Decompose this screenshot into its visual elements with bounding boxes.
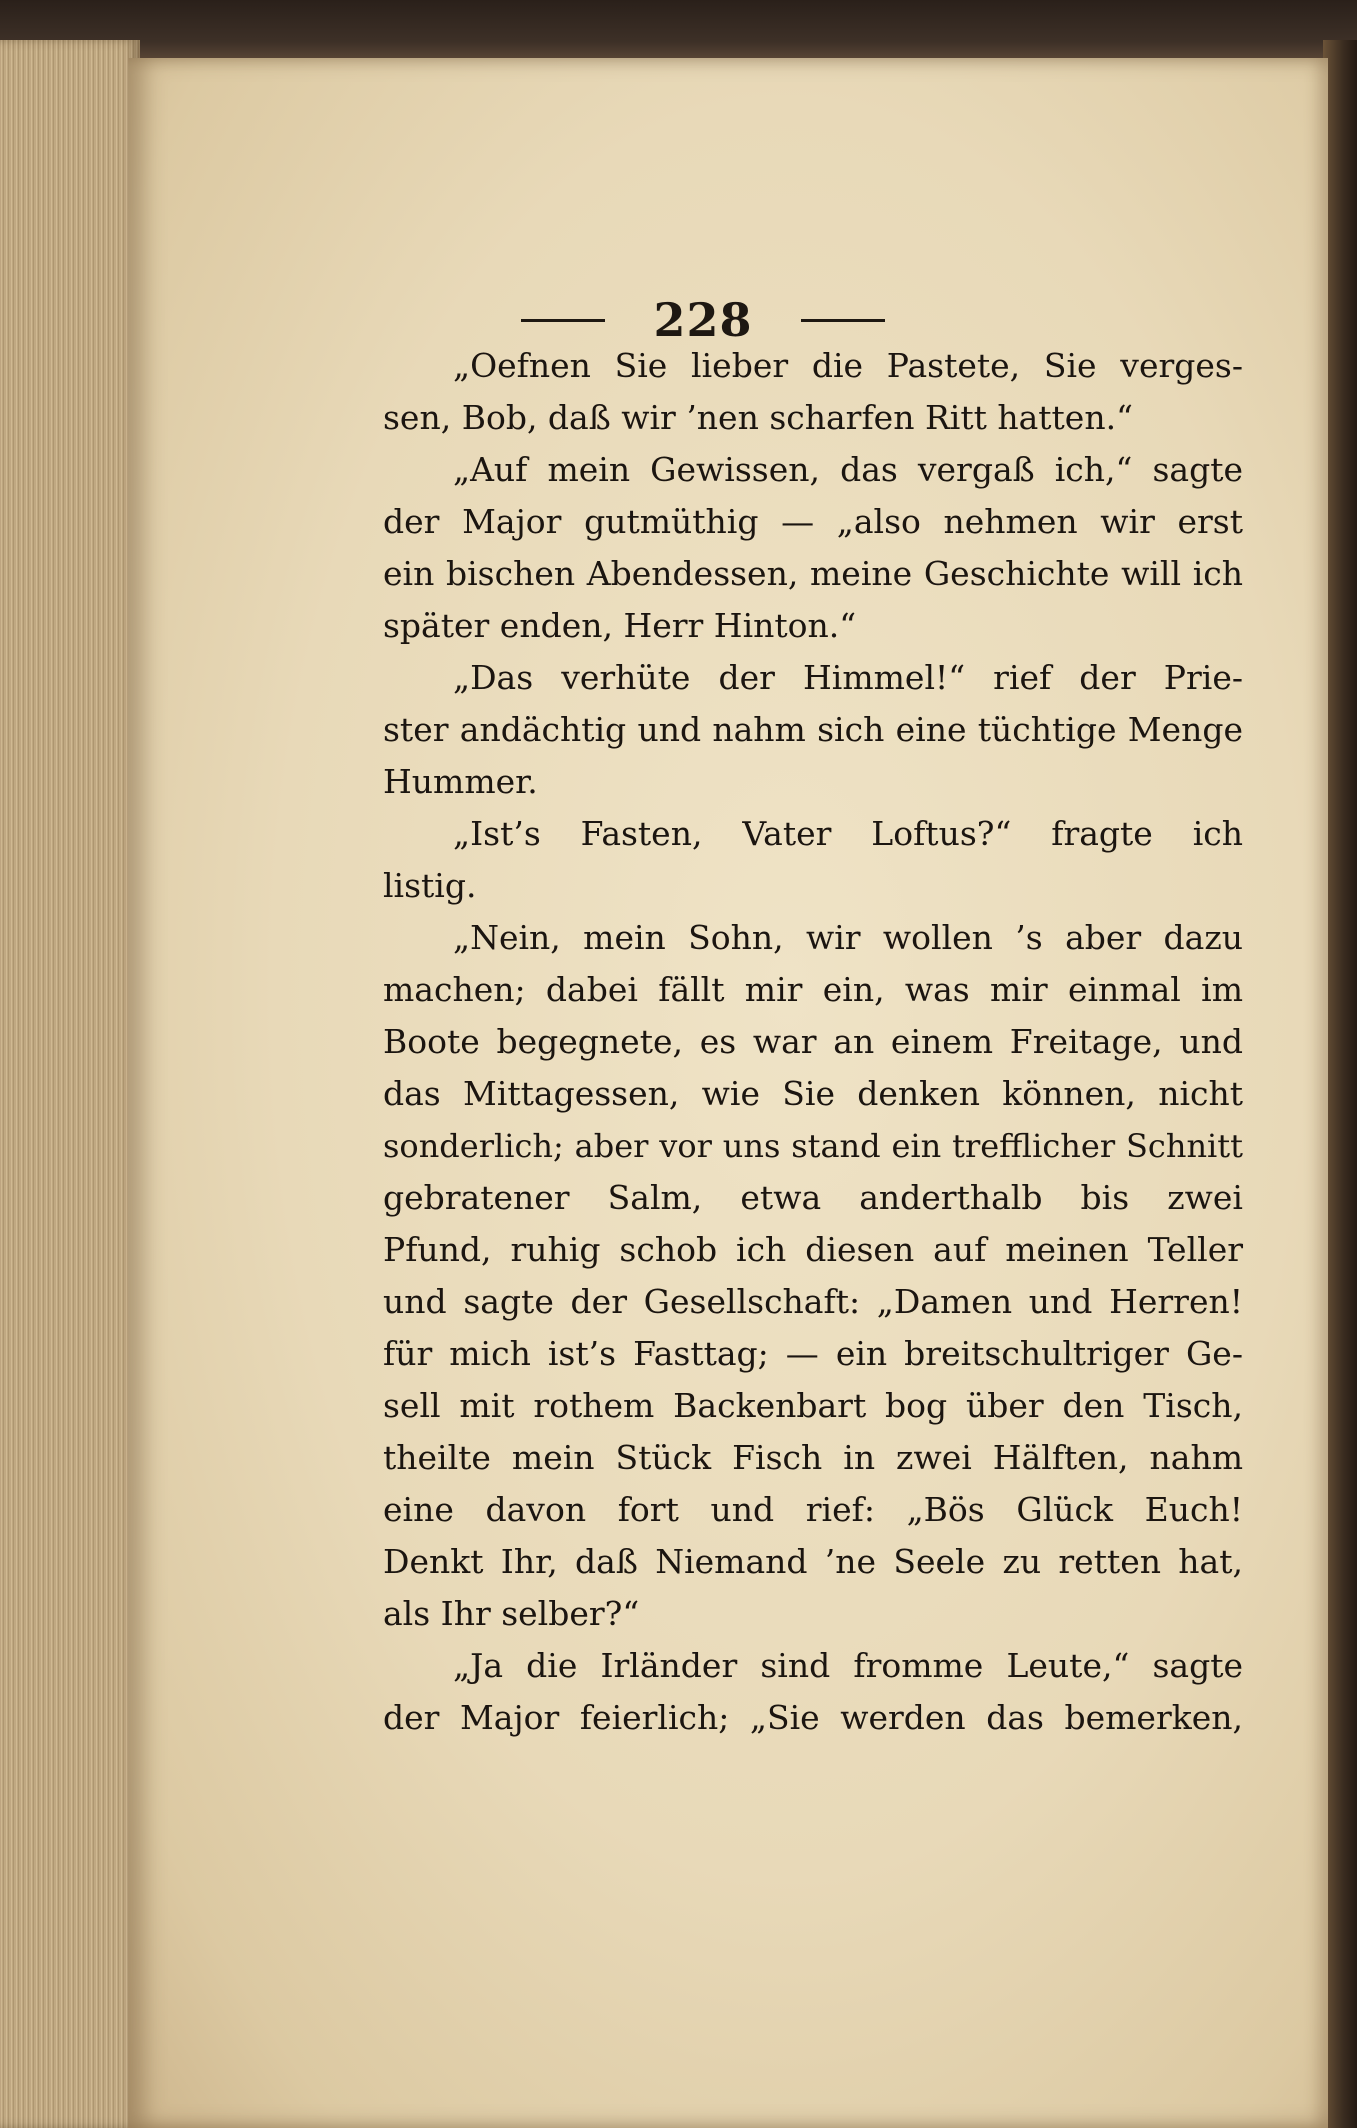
text-line: für mich ist’s Fasttag; — ein breitschultriger Ge-: [383, 1334, 1243, 1373]
book-cover-top: [0, 0, 1357, 60]
text-line: Denkt Ihr, daß Niemand ’ne Seele zu retten hat,: [383, 1542, 1243, 1581]
text-line: sell mit rothem Backenbart bog über den Tisch,: [383, 1386, 1243, 1425]
text-line: machen; dabei fällt mir ein, was mir einmal im: [383, 970, 1243, 1009]
text-line: listig.: [383, 866, 477, 905]
text-line: sen, Bob, daß wir ’nen scharfen Ritt hatten.“: [383, 398, 1133, 437]
text-line: „Ja die Irländer sind fromme Leute,“ sagte: [453, 1646, 1243, 1685]
text-line: ein bischen Abendessen, meine Geschichte will ich: [383, 554, 1243, 593]
text-line: als Ihr selber?“: [383, 1594, 640, 1633]
text-line: Boote begegnete, es war an einem Freitage, und: [383, 1022, 1243, 1061]
text-line: ster andächtig und nahm sich eine tüchtige Menge: [383, 710, 1243, 749]
page-header: [128, 293, 1278, 347]
body-text: [383, 340, 1243, 1744]
text-line: der Major feierlich; „Sie werden das bemerken,: [383, 1698, 1243, 1737]
text-line: und sagte der Gesellschaft: „Damen und Herren!: [383, 1282, 1243, 1321]
text-line: der Major gutmüthig — „also nehmen wir erst: [383, 502, 1243, 541]
text-line: „Ist’s Fasten, Vater Loftus?“ fragte ich: [453, 814, 1243, 853]
text-line: theilte mein Stück Fisch in zwei Hälften, nahm: [383, 1438, 1243, 1477]
text-line: eine davon fort und rief: „Bös Glück Euch!: [383, 1490, 1243, 1529]
text-line: gebratener Salm, etwa anderthalb bis zwei: [383, 1178, 1243, 1217]
text-line: sonderlich; aber vor uns stand ein trefflicher Schnitt: [383, 1127, 1243, 1165]
text-line: „Nein, mein Sohn, wir wollen ’s aber dazu: [453, 918, 1243, 957]
book-cover-edge: [1323, 40, 1357, 2128]
text-line: „Das verhüte der Himmel!“ rief der Prie-: [453, 658, 1243, 697]
page-number: 228: [653, 293, 753, 347]
page-edges: [0, 40, 140, 2128]
text-line: später enden, Herr Hinton.“: [383, 606, 857, 645]
text-line: Hummer.: [383, 762, 538, 801]
text-line: Pfund, ruhig schob ich diesen auf meinen Teller: [383, 1230, 1243, 1269]
text-line: „Auf mein Gewissen, das vergaß ich,“ sagte: [453, 450, 1243, 489]
header-rule-right: [801, 319, 885, 322]
text-line: das Mittagessen, wie Sie denken können, nicht: [383, 1074, 1243, 1113]
header-rule-left: [521, 319, 605, 322]
text-line: „Oefnen Sie lieber die Pastete, Sie verges-: [453, 346, 1243, 385]
